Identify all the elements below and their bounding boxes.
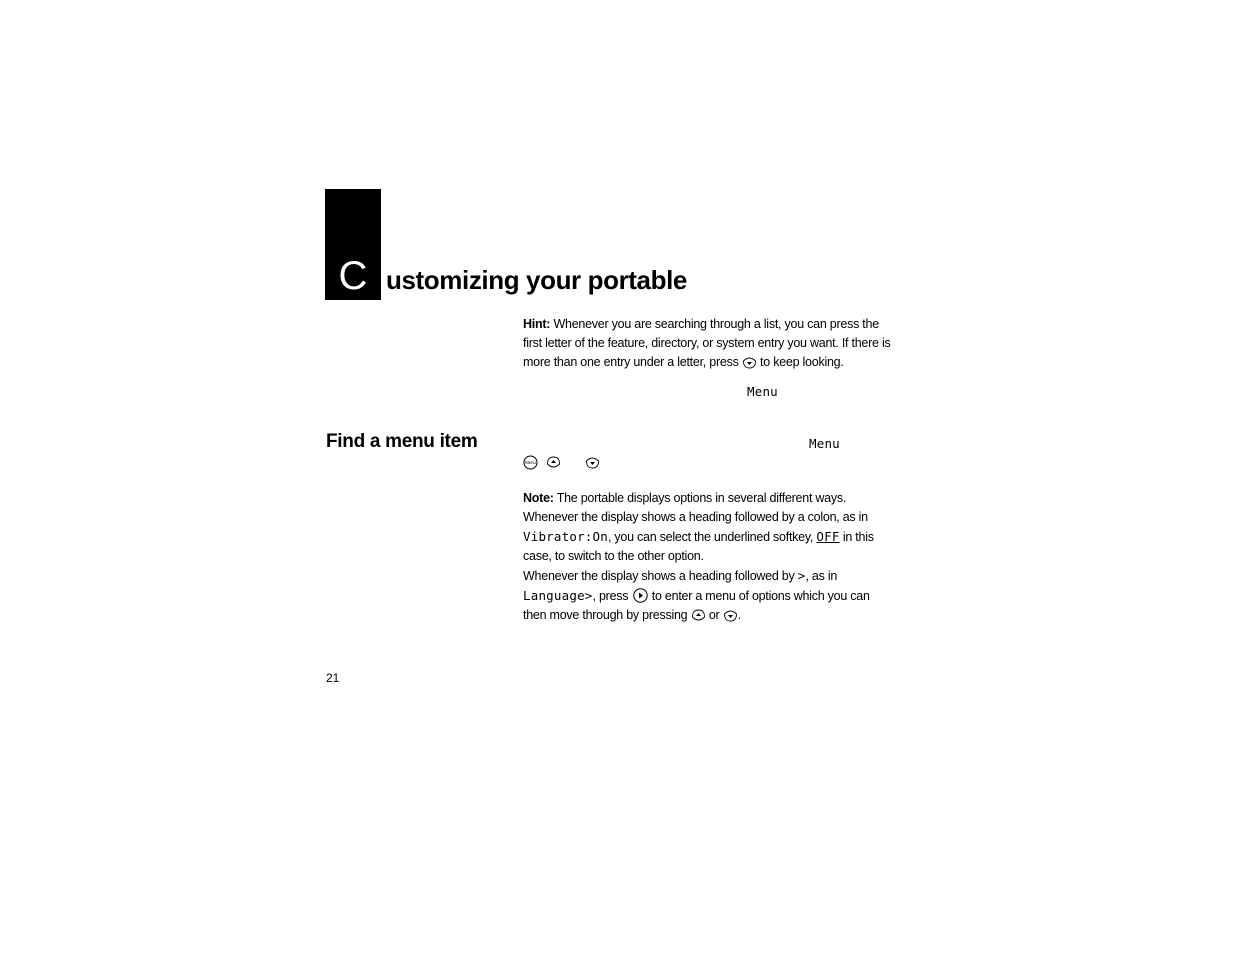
note-line-4: case, to switch to the other option. (523, 549, 704, 563)
scroll-down-key-icon (585, 456, 600, 474)
note-line-2: Whenever the display shows a heading followed by a colon, as in (523, 510, 868, 524)
hint-line-3-before: more than one entry under a letter, press (523, 355, 739, 369)
hint-paragraph (523, 315, 891, 372)
lcd-language: Language> (523, 588, 593, 603)
display-menu-label-2: Menu (809, 436, 840, 451)
scroll-up-key-icon (691, 609, 706, 622)
note-line-7-end: . (737, 608, 741, 622)
menu-key-icon (523, 455, 538, 475)
hint-label: Hint: (523, 317, 551, 331)
note-line-7-before: then move through by pressing (523, 608, 688, 622)
scroll-down-key-icon (742, 356, 757, 369)
note-line-7-or: or (708, 608, 720, 622)
note-line-3-end: in this (842, 530, 874, 544)
hint-line-3-after: to keep looking. (760, 355, 844, 369)
chapter-title: ustomizing your portable (386, 265, 687, 295)
lcd-vibrator-on: Vibrator:On (523, 529, 608, 544)
lcd-off-softkey: OFF (816, 529, 840, 544)
right-arrow-key-icon (632, 588, 649, 603)
note-line-1: The portable displays options in several different ways. (556, 491, 847, 505)
note-label: Note: (523, 491, 554, 505)
note-line-6-mid: , press (592, 589, 629, 603)
lcd-greater-than: > (797, 568, 806, 583)
hint-line-1: Whenever you are searching through a list, you can press the (553, 317, 879, 331)
chapter-letter: C (338, 254, 368, 298)
page-number: 21 (326, 671, 340, 685)
scroll-up-key-icon (546, 456, 561, 474)
note-paragraph (523, 489, 885, 625)
hint-line-2: first letter of the feature, directory, or system entry you want. If there is (523, 336, 891, 350)
note-line-5-before: Whenever the display shows a heading followed by (523, 569, 795, 583)
section-heading-find-menu-item: Find a menu item (326, 431, 478, 452)
chapter-letter-block (325, 189, 381, 300)
menu-key-text: Menu (525, 460, 536, 466)
note-line-5-after: , as in (805, 569, 838, 583)
scroll-down-key-icon (723, 609, 738, 622)
note-line-3-mid: , you can select the underlined softkey, (607, 530, 814, 544)
display-menu-label: Menu (747, 384, 778, 399)
note-line-6-after: to enter a menu of options which you can (651, 589, 870, 603)
